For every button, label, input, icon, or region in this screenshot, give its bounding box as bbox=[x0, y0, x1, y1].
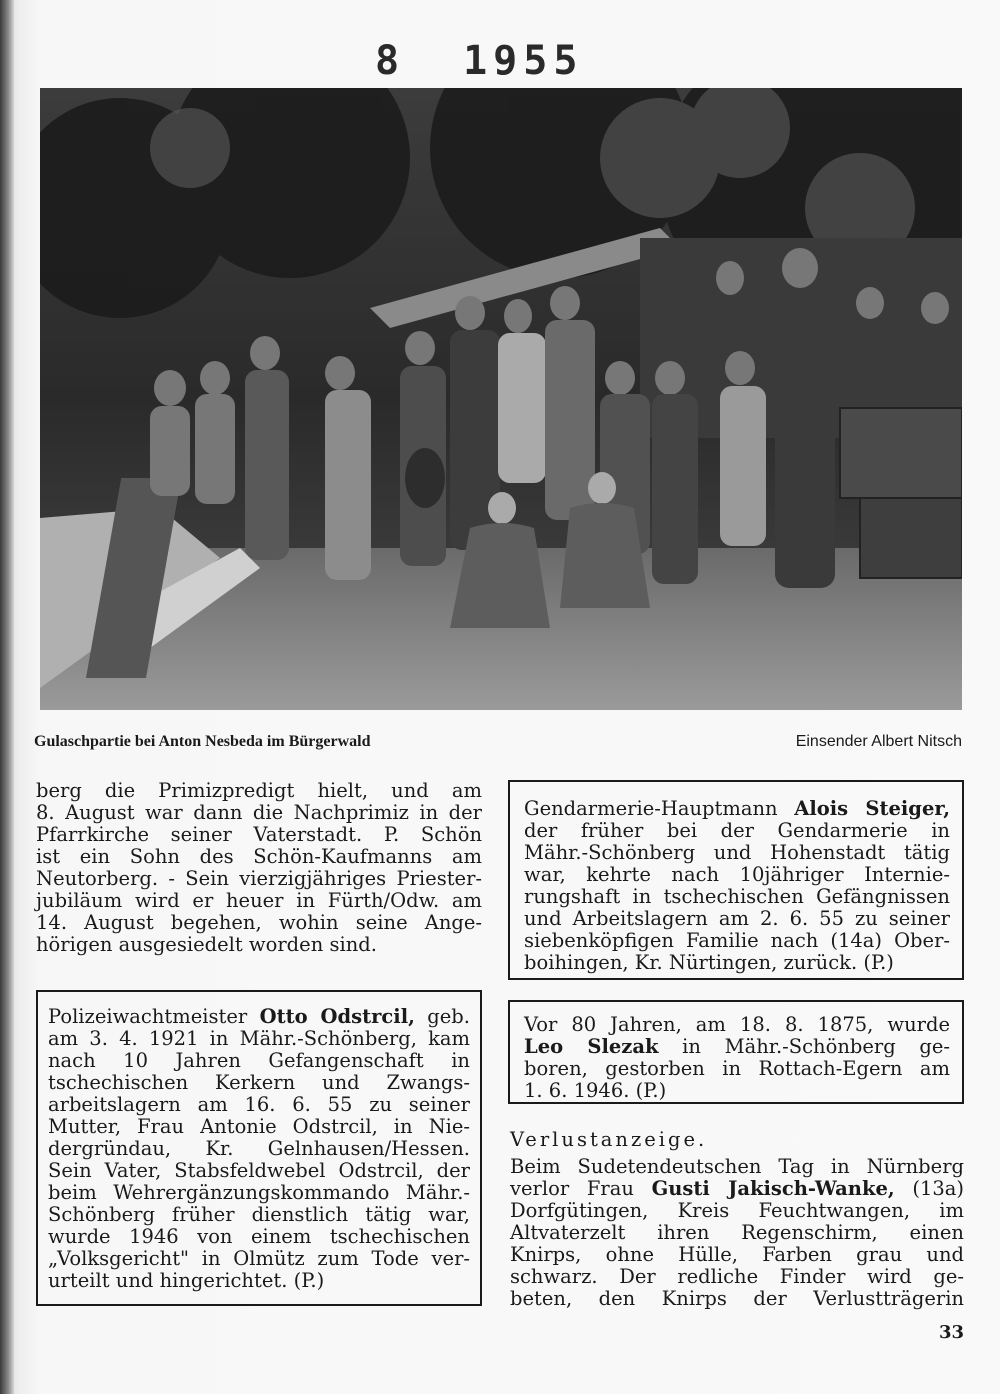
group-photo bbox=[40, 88, 962, 710]
lost-notice-text bbox=[510, 1156, 964, 1310]
lost-notice-title: Verlustanzeige. bbox=[510, 1128, 708, 1151]
text-line: Beim Sudetendeutschen Tag in Nürnberg bbox=[510, 1155, 964, 1178]
odstrcil-notice-box bbox=[36, 990, 482, 1306]
text-line: Altvaterzelt ihren Regenschirm, einen bbox=[510, 1221, 964, 1244]
text-line: Knirps, ohne Hülle, Farben grau und bbox=[510, 1243, 964, 1266]
text-line: Schönberg früher dienstlich tätig war, bbox=[48, 1203, 470, 1226]
text-line: am 3. 4. 1921 in Mähr.-Schönberg, kam bbox=[48, 1027, 470, 1050]
text-line: 1. 6. 1946. (P.) bbox=[524, 1079, 667, 1102]
text-line: boihingen, Kr. Nürtingen, zurück. (P.) bbox=[524, 951, 894, 974]
text-segment: (13a) bbox=[912, 1177, 964, 1200]
text-line: der früher bei der Gendarmerie in bbox=[524, 819, 950, 842]
text-line: beim Wehrergänzungskommando Mähr.- bbox=[48, 1181, 470, 1204]
text-line: und Arbeitslagern am 2. 6. 55 zu seiner bbox=[524, 907, 950, 930]
text-segment: verlor Frau bbox=[510, 1177, 634, 1200]
text-line: boren, gestorben in Rottach-Egern am bbox=[524, 1057, 950, 1080]
photo-caption: Gulaschpartie bei Anton Nesbeda im Bürgerwald bbox=[34, 733, 371, 750]
text-line: berg die Primizpredigt hielt, und am bbox=[36, 779, 482, 802]
text-line: jubiläum wird er heuer in Fürth/Odw. am bbox=[36, 889, 482, 912]
text-line: dergründau, Kr. Gelnhausen/Hessen. bbox=[48, 1137, 470, 1160]
text-line: Neutorberg. - Sein vierzigjähriges Priester- bbox=[36, 867, 482, 890]
page-number: 33 bbox=[938, 1322, 964, 1343]
text-line: „Volksgericht" in Olmütz zum Tode ver- bbox=[48, 1247, 470, 1270]
issue-stamp bbox=[375, 38, 583, 84]
group-photo-illustration bbox=[40, 88, 962, 710]
text-line bbox=[524, 798, 950, 820]
text-line: schwarz. Der redliche Finder wird ge- bbox=[510, 1265, 964, 1288]
text-line: 8. August war dann die Nachprimiz in der bbox=[36, 801, 482, 824]
text-line: Dorfgütingen, Kreis Feuchtwangen, im bbox=[510, 1199, 964, 1222]
text-line bbox=[510, 1178, 964, 1200]
text-line: urteilt und hingerichtet. (P.) bbox=[48, 1269, 325, 1292]
text-line: arbeitslagern am 16. 6. 55 zu seiner bbox=[48, 1093, 470, 1116]
primiz-paragraph bbox=[36, 780, 482, 956]
text-line: beten, den Knirps der Verlustträgerin bbox=[510, 1287, 964, 1310]
text-line: hörigen ausgesiedelt worden sind. bbox=[36, 933, 377, 956]
steiger-notice-box bbox=[508, 780, 964, 980]
issue-number: 8 bbox=[375, 38, 406, 84]
text-line bbox=[524, 1036, 950, 1058]
text-line: tschechischen Kerkern und Zwangs- bbox=[48, 1071, 470, 1094]
text-line: ist ein Sohn des Schön-Kaufmanns am bbox=[36, 845, 482, 868]
text-line: wurde 1946 von einem tschechischen bbox=[48, 1225, 470, 1248]
photo-credit: Einsender Albert Nitsch bbox=[795, 733, 962, 750]
text-line: 14. August begehen, wohin seine Ange- bbox=[36, 911, 482, 934]
text-line: Mähr.-Schönberg und Hohenstadt tätig bbox=[524, 841, 950, 864]
slezak-notice-box bbox=[508, 1000, 964, 1104]
text-line: Mutter, Frau Antonie Odstrcil, in Nie- bbox=[48, 1115, 470, 1138]
text-line: siebenköpfigen Familie nach (14a) Ober- bbox=[524, 929, 950, 952]
person-name: Alois Steiger, bbox=[794, 797, 950, 820]
text-segment: in Mähr.-Schönberg ge- bbox=[682, 1035, 950, 1058]
person-name: Otto Odstrcil, bbox=[259, 1005, 415, 1028]
text-segment: Polizeiwachtmeister bbox=[48, 1005, 248, 1028]
person-name: Leo Slezak bbox=[524, 1035, 659, 1058]
text-line: rungshaft in tschechischen Gefängnissen bbox=[524, 885, 950, 908]
text-line bbox=[48, 1006, 470, 1028]
person-name: Gusti Jakisch-Wanke, bbox=[651, 1177, 895, 1200]
issue-year: 1955 bbox=[463, 38, 584, 84]
text-line: Sein Vater, Stabsfeldwebel Odstrcil, der bbox=[48, 1159, 470, 1182]
text-segment: geb. bbox=[427, 1005, 470, 1028]
text-line: Vor 80 Jahren, am 18. 8. 1875, wurde bbox=[524, 1013, 950, 1036]
text-line: nach 10 Jahren Gefangenschaft in bbox=[48, 1049, 470, 1072]
page-spine-shadow bbox=[0, 0, 14, 1394]
text-line: Pfarrkirche seiner Vaterstadt. P. Schön bbox=[36, 823, 482, 846]
text-line: war, kehrte nach 10jähriger Internie- bbox=[524, 863, 950, 886]
text-segment: Gendarmerie-Hauptmann bbox=[524, 797, 778, 820]
